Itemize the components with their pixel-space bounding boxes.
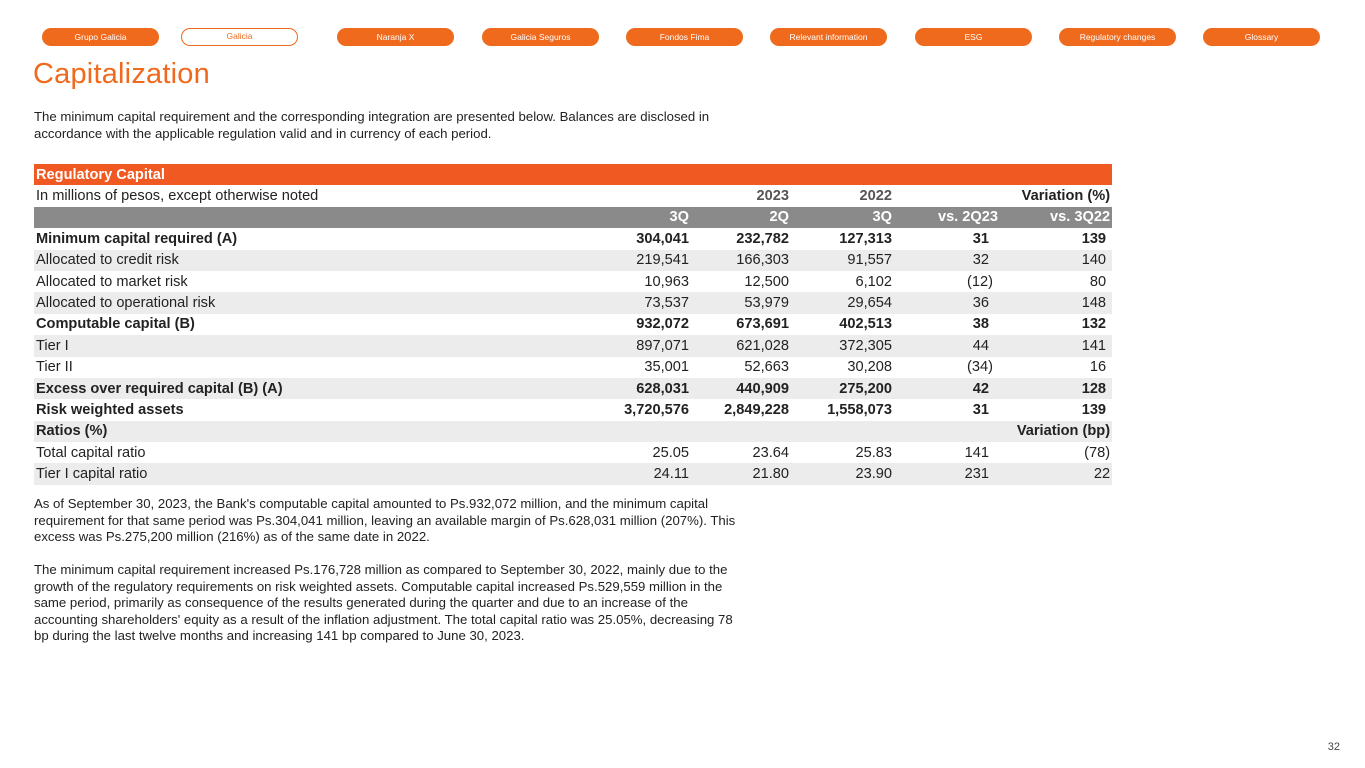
table-row: Minimum capital required (A) 304,041 232,782 127,313 31 139	[36, 230, 1107, 247]
col-header-vs-2q23: vs. 2Q23	[896, 207, 1002, 228]
nav-tab-fondos-fima[interactable]: Fondos Fima	[626, 28, 743, 46]
top-navigation	[0, 28, 1365, 47]
nav-tab-glossary[interactable]: Glossary	[1203, 28, 1320, 46]
table-row: Tier I 897,071 621,028 372,305 44 141	[34, 335, 1112, 356]
table-row: Allocated to credit risk 219,541 166,303 91,557 32 140	[34, 250, 1112, 271]
ratios-header-row	[34, 421, 1112, 442]
variation-bp-header: Variation (bp)	[896, 421, 1112, 442]
table-row: Risk weighted assets 3,720,576 2,849,228 1,558,073 31 139	[36, 401, 1107, 418]
table-row: Allocated to market risk 10,963 12,500 6,102 (12) 80	[36, 273, 1107, 290]
col-header-3q23: 3Q	[504, 207, 693, 228]
table-row: Computable capital (B) 932,072 673,691 402,513 38 132	[36, 316, 1107, 333]
nav-tab-naranja-x[interactable]: Naranja X	[337, 28, 454, 46]
intro-text: The minimum capital requirement and the corresponding integration are presented below. Balances are disclosed in accordance with the applicable regulation valid and in currency of each period.	[34, 109, 710, 141]
table-title: Regulatory Capital	[34, 164, 1112, 185]
nav-tab-relevant-information[interactable]: Relevant information	[770, 28, 887, 46]
table-row: Allocated to operational risk 73,537 53,979 29,654 36 148	[34, 292, 1112, 313]
col-header-2q23: 2Q	[693, 207, 793, 228]
nav-tab-regulatory-changes[interactable]: Regulatory changes	[1059, 28, 1176, 46]
table-row: Total capital ratio 25.05 23.64 25.83 141 (78)	[36, 444, 1111, 461]
year-2022-header: 2022	[859, 188, 892, 205]
year-header-row	[34, 185, 1112, 206]
column-header-row	[34, 207, 1112, 228]
col-header-3q22: 3Q	[793, 207, 896, 228]
col-header-vs-3q22: vs. 3Q22	[1002, 207, 1112, 228]
units-label: In millions of pesos, except otherwise noted	[36, 188, 319, 205]
paragraph-2: The minimum capital requirement increased Ps.176,728 million as compared to September 30, 2022, mainly due to the growth of the regulatory requirements on risk weighted assets. Computable capital increased Ps.529,559 million in the same period, primarily as consequence of the results generated during the quarter and due to an increase of the accounting shareholders' equity as a result of the inflation adjustment. The total capital ratio was 25.05%, decreasing 78 bp during the last twelve months and increasing 141 bp compared to June 30, 2023.	[34, 562, 733, 644]
table-row: Tier I capital ratio 24.11 21.80 23.90 231 22	[34, 463, 1112, 484]
regulatory-capital-table	[34, 164, 1112, 485]
paragraph-1: As of September 30, 2023, the Bank's computable capital amounted to Ps.932,072 million, and the minimum capital requirement for that same period was Ps.304,041 million, leaving an available margin of Ps.628,031 million (207%). This excess was Ps.275,200 million (216%) as of the same date in 2022.	[34, 496, 736, 545]
variation-pct-header: Variation (%)	[1021, 188, 1111, 205]
nav-tab-esg[interactable]: ESG	[915, 28, 1032, 46]
year-2023-header: 2023	[756, 188, 789, 205]
nav-tab-galicia-seguros[interactable]: Galicia Seguros	[482, 28, 599, 46]
nav-tab-grupo-galicia[interactable]: Grupo Galicia	[42, 28, 159, 46]
ratios-label: Ratios (%)	[34, 421, 504, 442]
table-row: Tier II 35,001 52,663 30,208 (34) 16	[36, 359, 1107, 376]
page-number: 32	[1327, 741, 1340, 753]
table-title-row	[34, 164, 1112, 185]
nav-tab-galicia[interactable]: Galicia	[181, 28, 298, 46]
page-title: Capitalization	[33, 58, 210, 90]
table-row: Excess over required capital (B) (A) 628,031 440,909 275,200 42 128	[34, 378, 1112, 399]
